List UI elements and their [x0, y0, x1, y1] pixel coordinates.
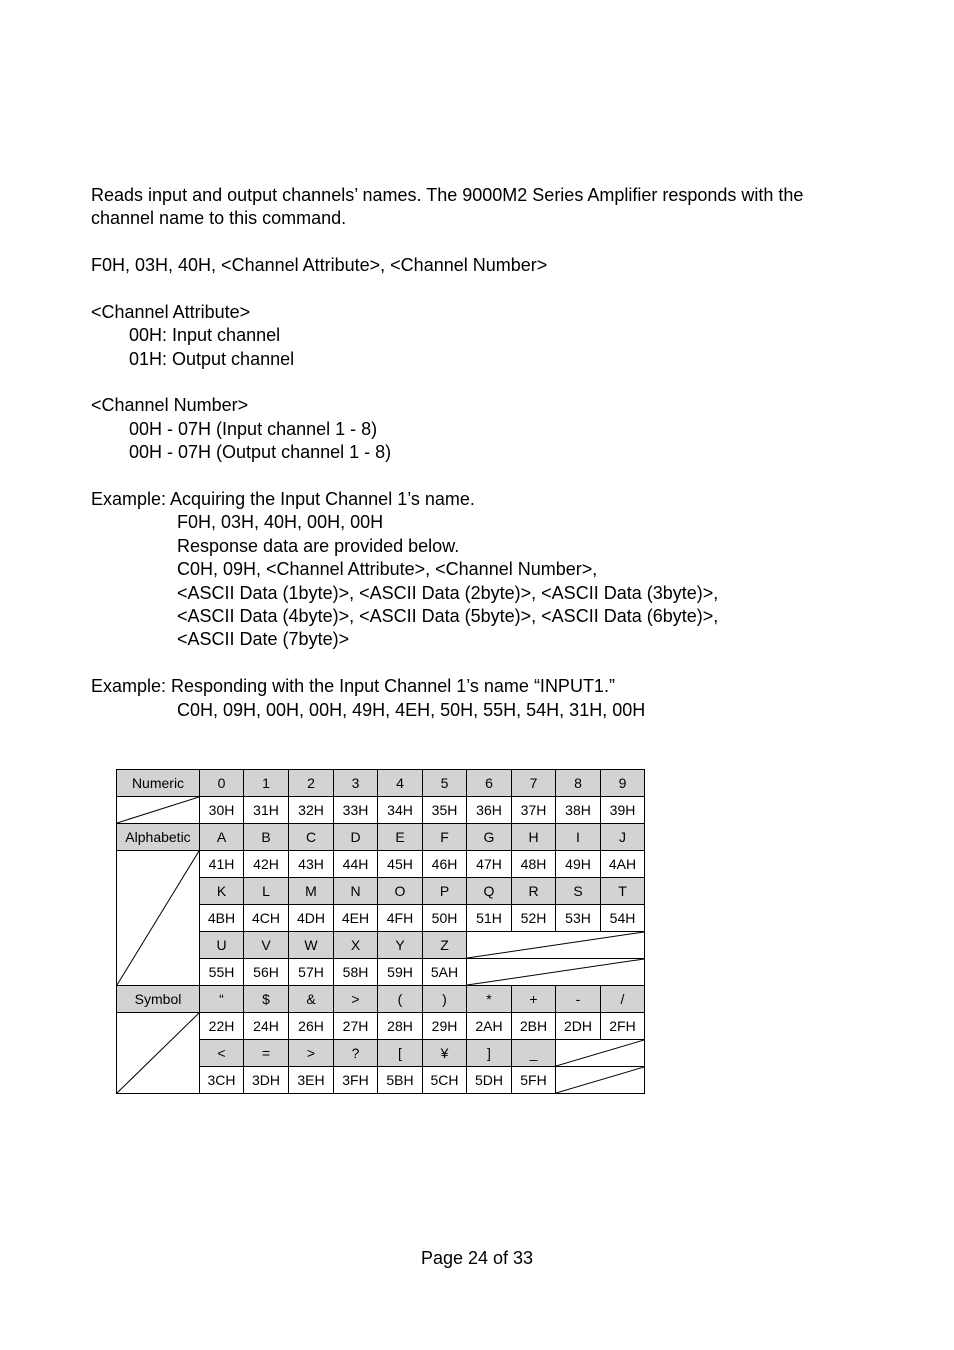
diagonal-line	[117, 851, 199, 985]
char-cell: (	[378, 986, 423, 1013]
example-label: Example: Responding with the Input Channel 1’s name “INPUT1.”	[91, 676, 615, 696]
char-cell: 5	[423, 770, 467, 797]
char-cell: T	[601, 878, 645, 905]
char-cell: 1	[244, 770, 289, 797]
char-cell: F	[423, 824, 467, 851]
section-heading: <Channel Number>	[91, 395, 249, 415]
example-line: <ASCII Date (7byte)>	[177, 629, 350, 649]
code-cell: 36H	[467, 797, 512, 824]
code-cell: 30H	[200, 797, 244, 824]
table-row	[117, 824, 645, 851]
char-cell: $	[244, 986, 289, 1013]
char-cell: P	[423, 878, 467, 905]
code-cell: 49H	[556, 851, 601, 878]
code-cell: 24H	[244, 1013, 289, 1040]
char-cell: I	[556, 824, 601, 851]
code-cell: 53H	[556, 905, 601, 932]
code-cell: 35H	[423, 797, 467, 824]
char-cell: N	[334, 878, 378, 905]
char-cell: J	[601, 824, 645, 851]
code-cell: 26H	[289, 1013, 334, 1040]
code-cell: 3FH	[334, 1067, 378, 1094]
code-cell: 31H	[244, 797, 289, 824]
code-cell: 4DH	[289, 905, 334, 932]
code-cell: 57H	[289, 959, 334, 986]
char-cell: >	[289, 1040, 334, 1067]
code-cell: 38H	[556, 797, 601, 824]
char-cell: D	[334, 824, 378, 851]
char-cell: /	[601, 986, 645, 1013]
char-cell: H	[512, 824, 556, 851]
code-cell: 2AH	[467, 1013, 512, 1040]
diagonal-cell	[556, 1040, 645, 1067]
diagonal-line	[467, 959, 644, 985]
code-cell: 37H	[512, 797, 556, 824]
category-label: Numeric	[117, 770, 200, 797]
char-cell: ?	[334, 1040, 378, 1067]
code-cell: 48H	[512, 851, 556, 878]
char-cell: =	[244, 1040, 289, 1067]
example-line: C0H, 09H, <Channel Attribute>, <Channel Number>,	[177, 559, 598, 579]
table-row	[117, 1013, 645, 1040]
diagonal-cell	[117, 1013, 200, 1094]
char-cell: 7	[512, 770, 556, 797]
code-cell: 4AH	[601, 851, 645, 878]
code-cell: 5DH	[467, 1067, 512, 1094]
code-cell: 56H	[244, 959, 289, 986]
example-line: <ASCII Data (1byte)>, <ASCII Data (2byte)>, <ASCII Data (3byte)>,	[177, 583, 719, 603]
category-label: Alphabetic	[117, 824, 200, 851]
char-cell: L	[244, 878, 289, 905]
code-cell: 33H	[334, 797, 378, 824]
char-cell: ]	[467, 1040, 512, 1067]
diagonal-cell	[467, 932, 645, 959]
char-cell: -	[556, 986, 601, 1013]
char-cell: &	[289, 986, 334, 1013]
code-cell: 47H	[467, 851, 512, 878]
char-cell: 0	[200, 770, 244, 797]
example-line: C0H, 09H, 00H, 00H, 49H, 4EH, 50H, 55H, 54H, 31H, 00H	[177, 700, 646, 720]
table-row	[117, 851, 645, 878]
code-cell: 39H	[601, 797, 645, 824]
char-cell: M	[289, 878, 334, 905]
code-cell: 44H	[334, 851, 378, 878]
char-cell: <	[200, 1040, 244, 1067]
char-cell: 8	[556, 770, 601, 797]
char-cell: W	[289, 932, 334, 959]
char-cell: Z	[423, 932, 467, 959]
code-cell: 5AH	[423, 959, 467, 986]
code-cell: 3CH	[200, 1067, 244, 1094]
code-cell: 58H	[334, 959, 378, 986]
code-cell: 42H	[244, 851, 289, 878]
ascii-code-table	[116, 769, 645, 1094]
char-cell: [	[378, 1040, 423, 1067]
char-cell: )	[423, 986, 467, 1013]
diagonal-line	[117, 1013, 199, 1093]
code-cell: 2FH	[601, 1013, 645, 1040]
page-number: Page 24 of 33	[420, 1248, 534, 1268]
code-cell: 5BH	[378, 1067, 423, 1094]
diagonal-cell	[467, 959, 645, 986]
code-cell: 3DH	[244, 1067, 289, 1094]
code-cell: 41H	[200, 851, 244, 878]
char-cell: 2	[289, 770, 334, 797]
char-cell: C	[289, 824, 334, 851]
code-cell: 2DH	[556, 1013, 601, 1040]
char-cell: 9	[601, 770, 645, 797]
char-cell: V	[244, 932, 289, 959]
diagonal-line	[467, 932, 644, 958]
code-cell: 43H	[289, 851, 334, 878]
diagonal-line	[556, 1040, 644, 1066]
char-cell: U	[200, 932, 244, 959]
char-cell: R	[512, 878, 556, 905]
char-cell: B	[244, 824, 289, 851]
section-heading: <Channel Attribute>	[91, 302, 251, 322]
code-cell: 4BH	[200, 905, 244, 932]
code-cell: 52H	[512, 905, 556, 932]
char-cell: Y	[378, 932, 423, 959]
char-cell: Q	[467, 878, 512, 905]
list-item: 00H: Input channel	[129, 325, 281, 345]
char-cell: “	[200, 986, 244, 1013]
code-cell: 50H	[423, 905, 467, 932]
code-cell: 54H	[601, 905, 645, 932]
code-cell: 3EH	[289, 1067, 334, 1094]
code-cell: 5FH	[512, 1067, 556, 1094]
char-cell: K	[200, 878, 244, 905]
code-cell: 45H	[378, 851, 423, 878]
code-cell: 51H	[467, 905, 512, 932]
command-syntax: F0H, 03H, 40H, <Channel Attribute>, <Channel Number>	[91, 255, 548, 275]
diagonal-cell	[117, 851, 200, 986]
code-cell: 55H	[200, 959, 244, 986]
char-cell: ¥	[423, 1040, 467, 1067]
example-line: F0H, 03H, 40H, 00H, 00H	[177, 512, 384, 532]
example-line: <ASCII Data (4byte)>, <ASCII Data (5byte)>, <ASCII Data (6byte)>,	[177, 606, 719, 626]
list-item: 01H: Output channel	[129, 349, 295, 369]
char-cell: E	[378, 824, 423, 851]
char-cell: 6	[467, 770, 512, 797]
intro-line: channel name to this command.	[91, 208, 347, 228]
table-row	[117, 770, 645, 797]
list-item: 00H - 07H (Output channel 1 - 8)	[129, 442, 392, 462]
char-cell: A	[200, 824, 244, 851]
table-row	[117, 797, 645, 824]
diagonal-cell	[117, 797, 200, 824]
diagonal-line	[556, 1067, 644, 1093]
char-cell: G	[467, 824, 512, 851]
code-cell: 27H	[334, 1013, 378, 1040]
char-cell: S	[556, 878, 601, 905]
code-cell: 34H	[378, 797, 423, 824]
diagonal-cell	[556, 1067, 645, 1094]
code-cell: 2BH	[512, 1013, 556, 1040]
category-label: Symbol	[117, 986, 200, 1013]
char-cell: 4	[378, 770, 423, 797]
code-cell: 4CH	[244, 905, 289, 932]
example-label: Example: Acquiring the Input Channel 1’s name.	[91, 489, 475, 509]
code-cell: 5CH	[423, 1067, 467, 1094]
code-cell: 29H	[423, 1013, 467, 1040]
intro-line: Reads input and output channels’ names. The 9000M2 Series Amplifier responds with the	[91, 185, 804, 205]
code-cell: 4EH	[334, 905, 378, 932]
table-row	[117, 986, 645, 1013]
code-cell: 46H	[423, 851, 467, 878]
code-cell: 28H	[378, 1013, 423, 1040]
code-cell: 22H	[200, 1013, 244, 1040]
char-cell: O	[378, 878, 423, 905]
char-cell: 3	[334, 770, 378, 797]
code-cell: 4FH	[378, 905, 423, 932]
char-cell: >	[334, 986, 378, 1013]
char-cell: *	[467, 986, 512, 1013]
diagonal-line	[117, 797, 199, 823]
example-line: Response data are provided below.	[177, 536, 460, 556]
char-cell: +	[512, 986, 556, 1013]
list-item: 00H - 07H (Input channel 1 - 8)	[129, 419, 378, 439]
code-cell: 59H	[378, 959, 423, 986]
char-cell: _	[512, 1040, 556, 1067]
char-cell: X	[334, 932, 378, 959]
code-cell: 32H	[289, 797, 334, 824]
